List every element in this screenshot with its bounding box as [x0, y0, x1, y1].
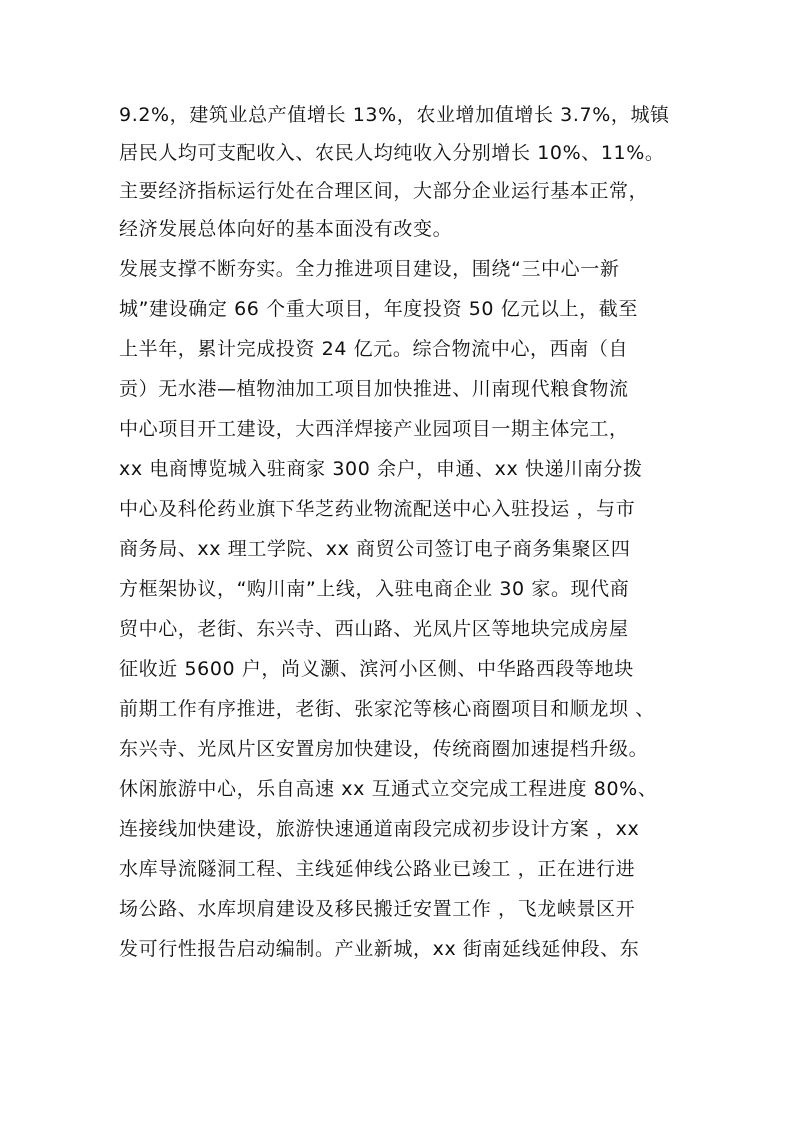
body-text-line: 中心项目开工建设，大西洋焊接产业园项目一期主体完工， [119, 418, 629, 440]
body-text-line: 征收近 5600 户，尚义灏、滨河小区侧、中华路西段等地块 [119, 658, 634, 680]
body-text-line: xx 电商博览城入驻商家 300 余户，申通、xx 快递川南分拨 [119, 458, 643, 480]
body-text-line: 东兴寺、光凤片区安置房加快建设，传统商圈加速提档升级。 [119, 738, 649, 760]
body-text-line: 水库导流隧洞工程、主线延伸线公路业已竣工 ，正在进行进 [119, 858, 636, 880]
body-text-line: 贸中心，老街、东兴寺、西山路、光凤片区等地块完成房屋 [119, 618, 629, 640]
body-text-line: 9.2%，建筑业总产值增长 13%，农业增加值增长 3.7%，城镇 [119, 104, 670, 126]
body-text-line: 场公路、水库坝肩建设及移民搬迁安置工作 ，飞龙峡景区开 [119, 898, 636, 920]
body-text-line: 经济发展总体向好的基本面没有改变。 [119, 218, 453, 240]
body-text-line: 方框架协议，“购川南”上线，入驻电商企业 30 家。现代商 [119, 578, 630, 600]
body-text-line: 中心及科伦药业旗下华芝药业物流配送中心入驻投运 ，与市 [119, 498, 636, 520]
body-text-line: 贡）无水港—植物油加工项目加快推进、川南现代粮食物流 [119, 378, 629, 400]
body-text-line: 休闲旅游中心，乐自高速 xx 互通式立交完成工程进度 80%、 [119, 778, 658, 800]
body-text-line: 居民人均可支配收入、农民人均纯收入分别增长 10%、11%。 [119, 142, 665, 164]
body-text-line: 连接线加快建设，旅游快速通道南段完成初步设计方案 ，xx [119, 818, 640, 840]
body-text-line: 前期工作有序推进，老街、张家沱等核心商圈项目和顺龙坝 、 [119, 698, 655, 720]
body-text-line: 城”建设确定 66 个重大项目，年度投资 50 亿元以上，截至 [119, 298, 638, 320]
body-text-line: 商务局、xx 理工学院、xx 商贸公司签订电子商务集聚区四 [119, 538, 631, 560]
body-text-line: 主要经济指标运行处在合理区间，大部分企业运行基本正常， [119, 180, 649, 202]
body-text-line: 上半年，累计完成投资 24 亿元。综合物流中心，西南（自 [119, 338, 629, 360]
body-text-line: 发展支撑不断夯实。全力推进项目建设，围绕“三中心一新 [119, 258, 620, 280]
body-text-line: 发可行性报告启动编制。产业新城，xx 街南延线延伸段、东 [119, 938, 640, 960]
